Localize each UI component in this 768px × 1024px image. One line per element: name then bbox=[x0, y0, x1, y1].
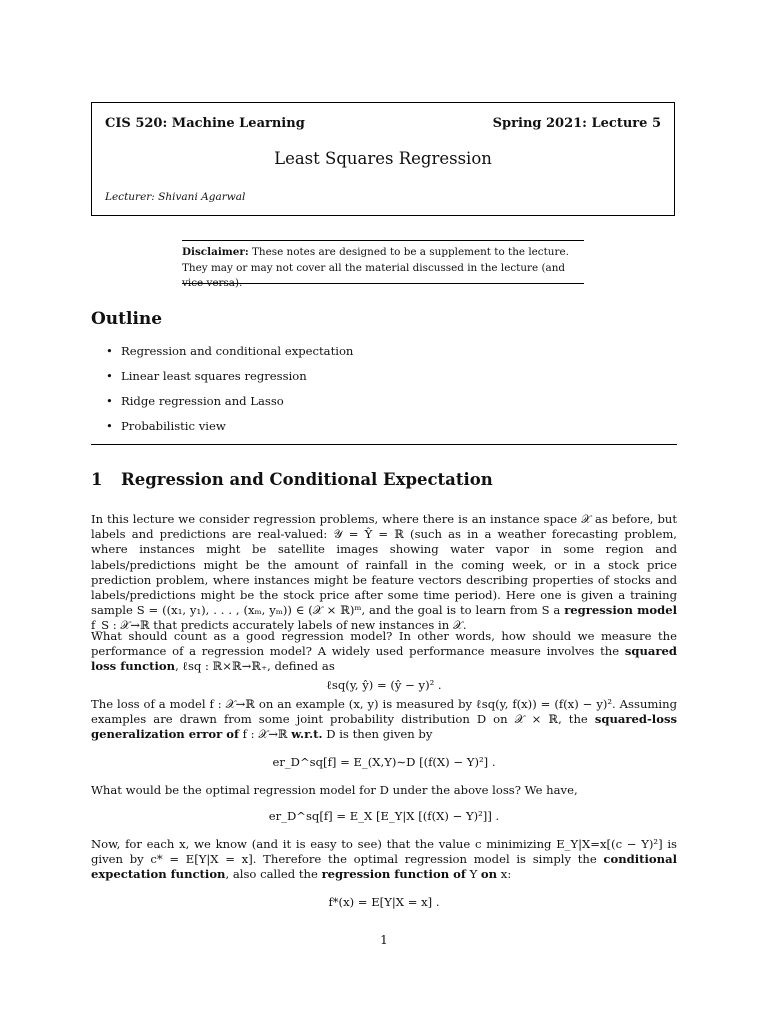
intro-text-end: f_S : 𝒳→ℝ that predicts accurately labels of new instances in 𝒳. bbox=[91, 618, 467, 633]
page-number: 1 bbox=[380, 933, 388, 947]
outline-list bbox=[106, 344, 353, 444]
section-number: 1 bbox=[91, 470, 103, 489]
equation-squared-loss: ℓsq(y, ŷ) = (ŷ − y)² . bbox=[326, 678, 442, 692]
list-item: • Linear least squares regression bbox=[106, 369, 307, 383]
performance-text-end: , ℓsq : ℝ×ℝ→ℝ₊, defined as bbox=[175, 659, 335, 674]
intro-text: In this lecture we consider regression problems, where there is an instance space 𝒳 as before, but labels and predictions are real-valued: 𝒴 = Ŷ = ℝ (such as in a weather forecasting problem, where instances might be satellite images showing water vapor in some region and labels/predictions might be the amount of rainfall in the coming week, or in a stock price prediction problem, where instances might be feature vectors describing properties of stocks and labels/predictions might be the stock price after some time period). Here one is given a training sample S = ((x₁, y₁), . . . , (xₘ, yₘ)) ∈ (𝒳 × ℝ)ᵐ, and the goal is to learn from S a bbox=[91, 512, 677, 618]
paragraph-optimal: What would be the optimal regression model for D under the above loss? We have, bbox=[91, 783, 578, 797]
equation-regression-function: f*(x) = E[Y|X = x] . bbox=[328, 895, 440, 909]
paragraph-conditional-expectation bbox=[91, 837, 677, 883]
paragraph-generalization bbox=[91, 697, 677, 743]
lecturer-name: Lecturer: Shivani Agarwal bbox=[105, 191, 246, 203]
term-generalization-error: squared-loss generalization error of bbox=[91, 712, 677, 742]
outline-item-text: Probabilistic view bbox=[121, 419, 226, 433]
term-on: on bbox=[480, 867, 498, 882]
performance-text: What should count as a good regression model? In other words, how should we measure the performance of a regression model? A widely used performance measure involves the bbox=[91, 629, 677, 659]
list-item: • Regression and conditional expectation bbox=[106, 344, 354, 358]
outline-item-text: Ridge regression and Lasso bbox=[121, 394, 284, 408]
term-lecture: Spring 2021: Lecture 5 bbox=[492, 116, 661, 131]
generalization-text: The loss of a model f : 𝒳→ℝ on an example (x, y) is measured by ℓsq(y, f(x)) = (f(x) − y)². Assuming examples are drawn from some joint probability distribution D on 𝒳 × ℝ, the bbox=[91, 697, 677, 727]
conditional-text-3: Y bbox=[465, 867, 481, 882]
term-wrt: w.r.t. bbox=[291, 727, 323, 742]
disclaimer-label: Disclaimer: bbox=[182, 246, 249, 258]
paragraph-intro bbox=[91, 512, 677, 634]
term-regression-function: regression function of bbox=[321, 867, 466, 882]
divider bbox=[91, 444, 677, 445]
course-name: CIS 520: Machine Learning bbox=[105, 116, 305, 131]
lecture-header-box bbox=[91, 102, 675, 216]
list-item: • Ridge regression and Lasso bbox=[106, 394, 284, 408]
conditional-text: Now, for each x, we know (and it is easy to see) that the value c minimizing E_Y|X=x[(c − Y)²] is given by c* = E[Y|X = x]. Therefore the optimal regression model is simply the bbox=[91, 837, 677, 867]
generalization-text-end: D is then given by bbox=[322, 727, 433, 742]
list-item: • Probabilistic view bbox=[106, 419, 226, 433]
term-conditional-expectation: conditional expectation function bbox=[91, 852, 677, 882]
disclaimer-box bbox=[182, 240, 584, 289]
section-heading bbox=[91, 470, 493, 489]
term-squared-loss: squared loss function bbox=[91, 644, 677, 674]
outline-item-text: Regression and conditional expectation bbox=[121, 344, 354, 358]
equation-generalization-error: er_D^sq[f] = E_(X,Y)∼D [(f(X) − Y)²] . bbox=[272, 755, 496, 769]
section-title: Regression and Conditional Expectation bbox=[121, 470, 493, 489]
term-regression-model: regression model bbox=[564, 603, 677, 618]
generalization-text-mid: f : 𝒳→ℝ bbox=[238, 727, 292, 742]
lecture-title: Least Squares Regression bbox=[274, 149, 492, 168]
conditional-text-2: , also called the bbox=[225, 867, 322, 882]
conditional-text-4: x: bbox=[497, 867, 512, 882]
equation-iterated-expectation: er_D^sq[f] = E_X [E_Y|X [(f(X) − Y)²]] . bbox=[268, 809, 500, 823]
outline-heading: Outline bbox=[91, 309, 163, 329]
disclaimer-text: These notes are designed to be a supplement to the lecture. They may or may not cover all the material discussed in the lecture (and vice versa). bbox=[182, 246, 569, 289]
outline-item-text: Linear least squares regression bbox=[121, 369, 307, 383]
paragraph-performance bbox=[91, 629, 677, 675]
